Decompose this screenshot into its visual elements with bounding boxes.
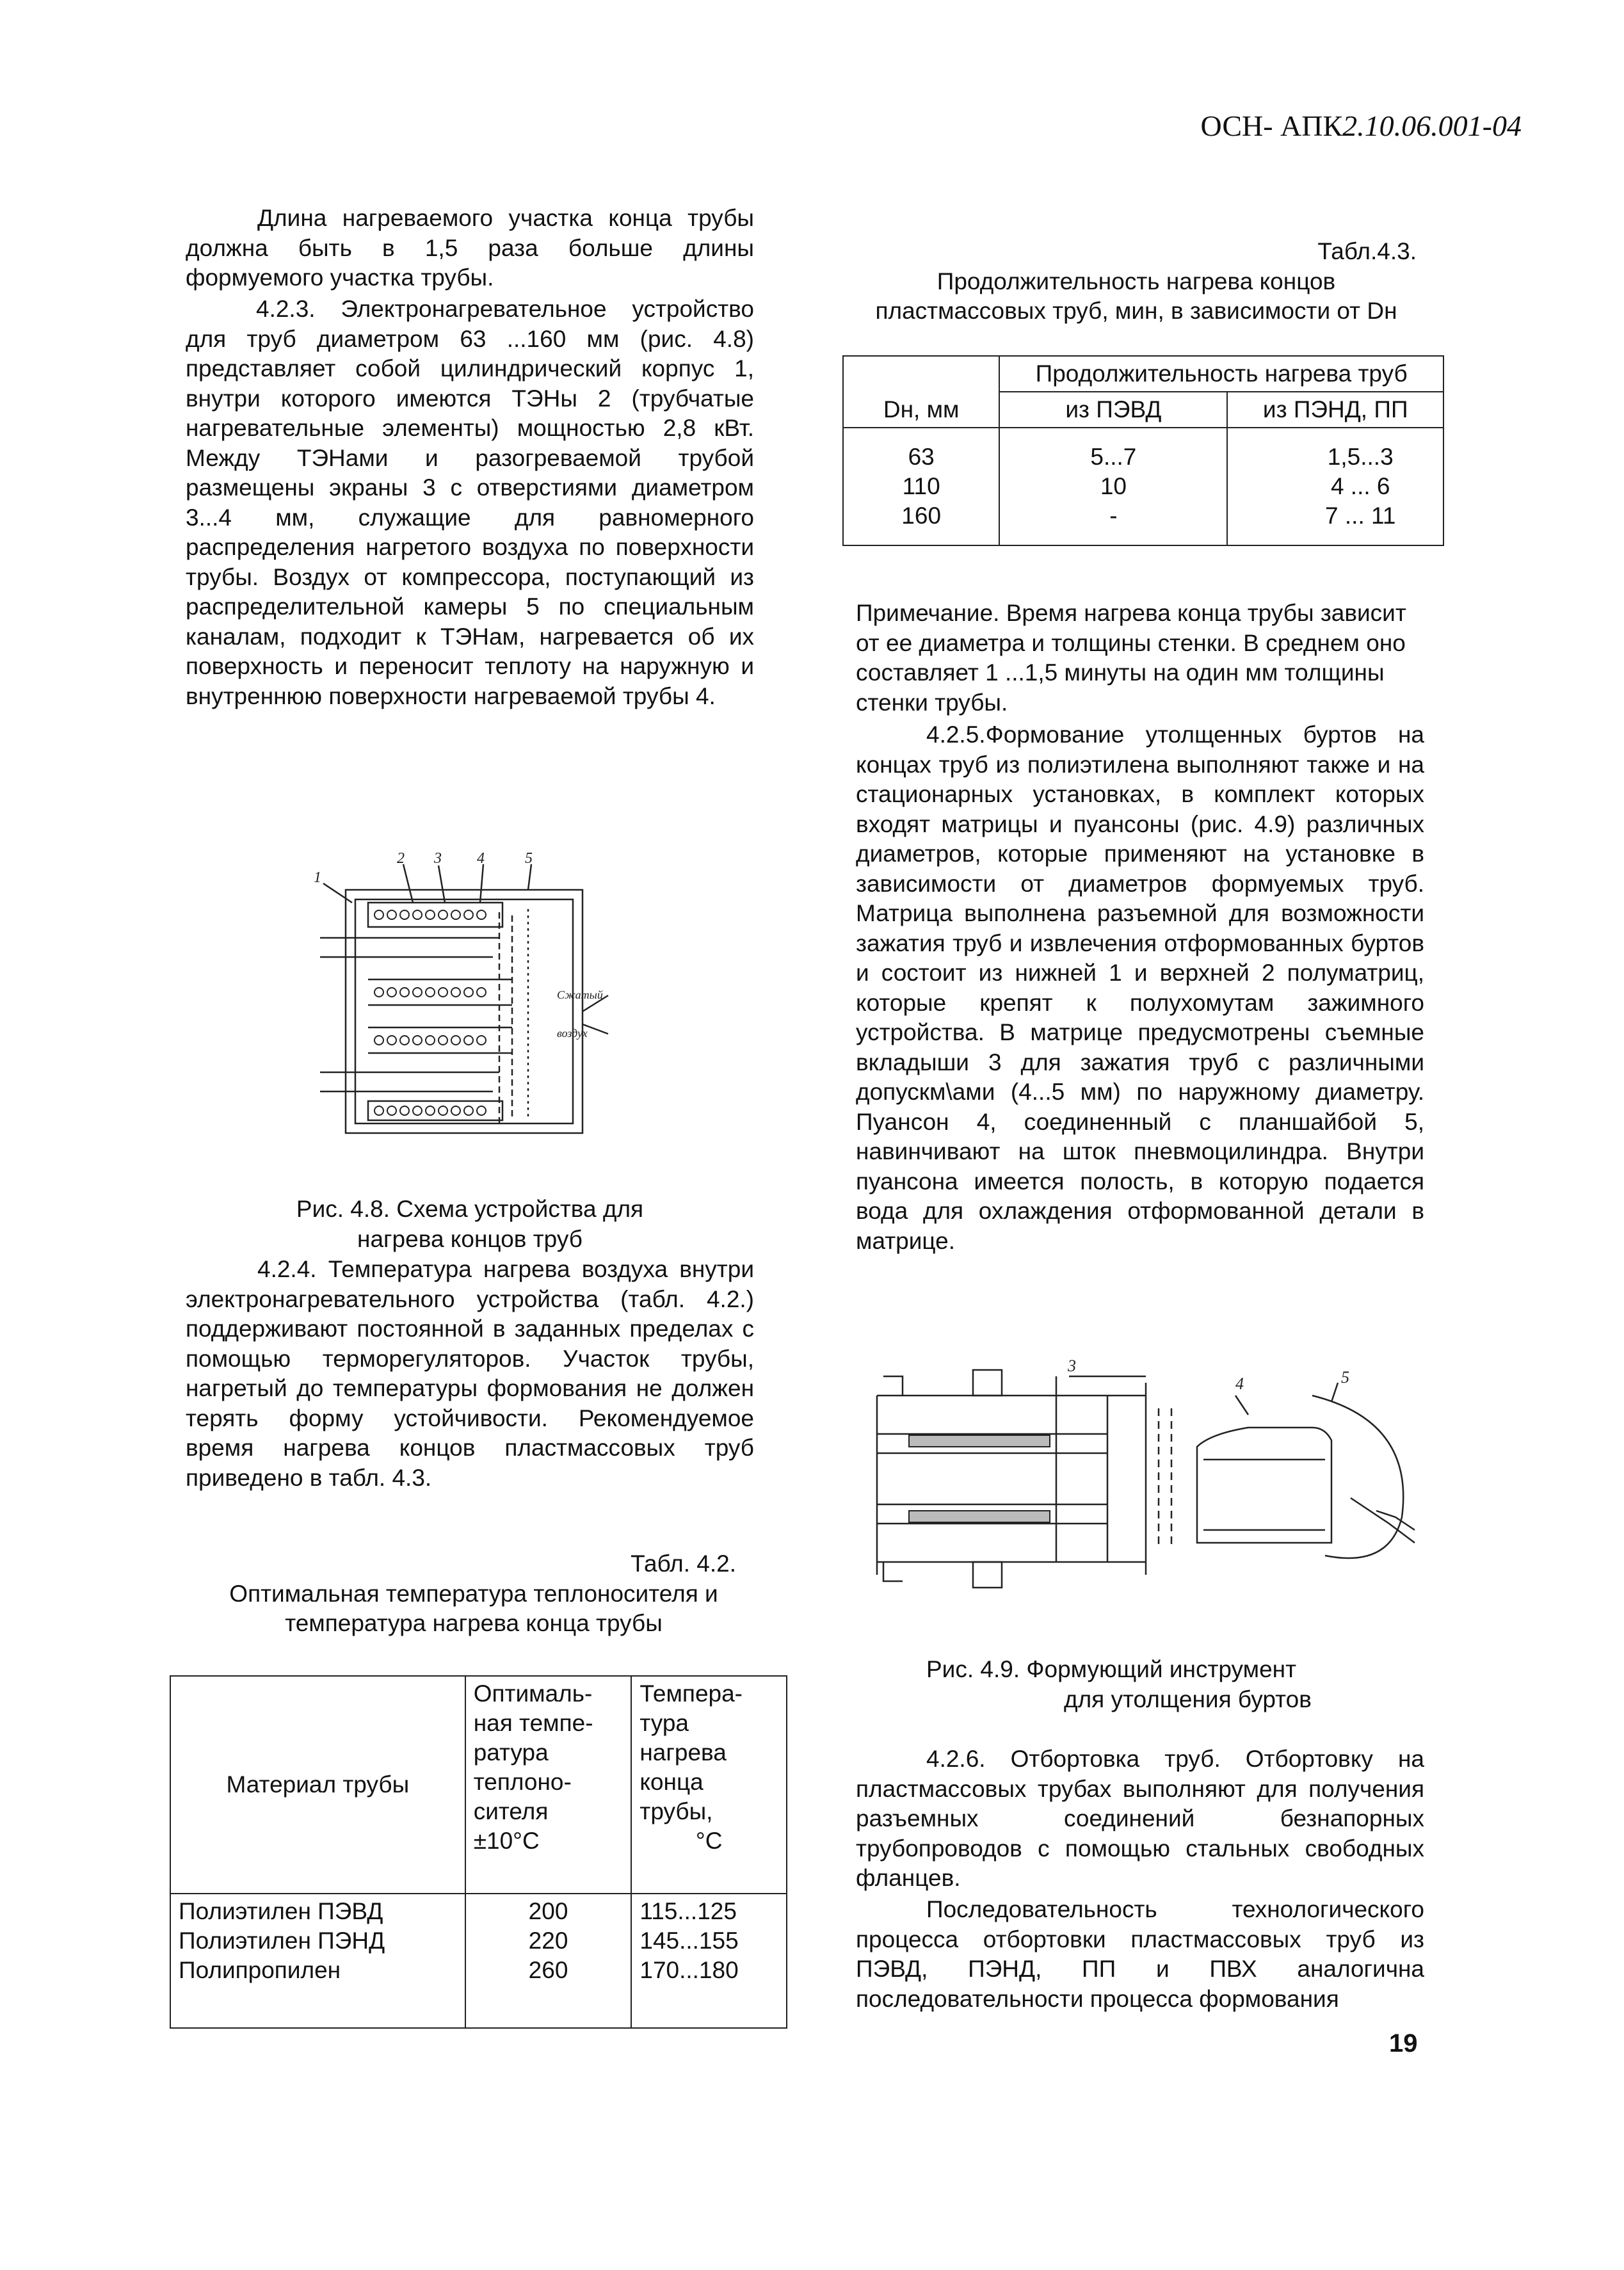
fig49-label-5: 5 <box>1341 1368 1349 1387</box>
table-4-3-header-duration: Продолжительность нагрева труб <box>999 356 1443 392</box>
table-4-2-header-optimal <box>465 1676 632 1894</box>
material-cell: Полиэтилен ПЭНД <box>179 1928 385 1954</box>
table-4-2-heating-values <box>631 1894 787 2028</box>
table-4-3 <box>842 355 1444 546</box>
heating-cell: 145...155 <box>639 1928 739 1954</box>
figure-4-9-forming-tool <box>864 1357 1440 1594</box>
optimal-cell: 260 <box>528 1957 568 1983</box>
optimal-cell: 220 <box>528 1928 568 1954</box>
header-line: ратура <box>473 1739 549 1766</box>
pend-cell: 4 ... 6 <box>1330 473 1390 499</box>
table-4-3-diameters <box>843 428 999 545</box>
fig49-label-4: 4 <box>1235 1374 1244 1393</box>
figure-4-9-caption-line-2: для утолщения буртов <box>1064 1686 1312 1712</box>
header-line: нагрева <box>639 1739 727 1766</box>
table-4-3-title-line-2: пластмассовых труб, мин, в зависимости от Dн <box>875 298 1397 324</box>
header-line: тура <box>639 1710 689 1736</box>
page-number: 19 <box>1389 2029 1418 2057</box>
optimal-cell: 200 <box>528 1898 568 1924</box>
fig48-side-label-air-1: Сжатый <box>557 988 603 1001</box>
document-code-printed: ОСН- АПК <box>1200 109 1343 142</box>
material-cell: Полипропилен <box>179 1957 341 1983</box>
paragraph-flanging-sequence: Последовательность технологического процесса отбортовки пластмассовых труб из ПЭВД, ПЭНД, ПП и ПВХ аналогична последовательности процесса формования <box>856 1896 1424 2012</box>
material-cell: Полиэтилен ПЭВД <box>179 1898 383 1924</box>
pevd-cell: 10 <box>1100 473 1127 499</box>
figure-4-9-caption-line-1: Рис. 4.9. Формующий инструмент <box>926 1656 1297 1682</box>
paragraph-4-2-6: 4.2.6. Отбортовка труб. Отбортовку на пластмассовых трубах выполняют для получения разъемных соединений безнапорных трубопроводов с помощью стальных свободных фланцев. <box>856 1746 1424 1891</box>
table-4-3-header-row-1 <box>843 356 1443 392</box>
table-4-2-title-line-1: Оптимальная температура теплоносителя и <box>229 1580 718 1607</box>
table-4-3-header-pevd: из ПЭВД <box>999 392 1227 428</box>
table-4-2-header-row <box>170 1676 787 1894</box>
header-line: ная темпе- <box>473 1710 593 1736</box>
header-line: Оптималь- <box>473 1680 593 1707</box>
fig48-label-1: 1 <box>314 869 321 886</box>
diameter-cell: 160 <box>901 503 942 529</box>
pend-cell: 7 ... 11 <box>1325 503 1396 529</box>
table-4-3-header-pend: из ПЭНД, ПП <box>1227 392 1443 428</box>
table-4-2-header-heating <box>631 1676 787 1894</box>
table-4-3-label: Табл.4.3. <box>1317 238 1417 264</box>
pevd-cell: - <box>1109 503 1118 529</box>
header-line: °С <box>695 1828 723 1854</box>
pend-cell: 1,5...3 <box>1327 444 1394 470</box>
table-4-2-heading <box>186 1549 762 1639</box>
figure-4-8-caption <box>186 1195 754 1254</box>
table-4-2 <box>170 1675 787 2029</box>
table-4-2-optimal-values <box>465 1894 632 2028</box>
table-4-2-title-line-2: температура нагрева конца трубы <box>285 1610 663 1636</box>
table-4-3-pend-values <box>1227 428 1443 545</box>
fig48-label-5: 5 <box>525 850 533 867</box>
header-line: Темпера- <box>639 1680 743 1707</box>
diameter-cell: 110 <box>902 473 940 499</box>
paragraph-4-2-3: 4.2.3. Электронагревательное устройство для труб диаметром 63 ...160 мм (рис. 4.8) представляет собой цилиндрический корпус 1, внутри которого имеются ТЭНы 2 (трубчатые нагревательные элементы) мощностью 2,8 кВт. Между ТЭНами и разогреваемой трубой размещены экраны 3 с отверстиями диаметром 3...4 мм, служащие для равномерного распределения нагретого воздуха по поверхности трубы. Воздух от компрессора, поступающий из распределительной камеры 5 по специальным каналам, подходит к ТЭНам, нагревается об их поверхность и переносит теплоту на наружную и внутреннюю поверхности нагреваемой трубы 4. <box>186 296 754 709</box>
header-line: сителя <box>473 1798 549 1824</box>
note-heating-time: Примечание. Время нагрева конца трубы зависит от ее диаметра и толщины стенки. В среднем оно составляет 1 ...1,5 минуты на один мм толщины стенки трубы. <box>856 600 1406 716</box>
table-4-2-header-material: Материал трубы <box>170 1676 465 1894</box>
heating-cell: 170...180 <box>639 1957 739 1983</box>
paragraph-4-2-4: 4.2.4. Температура нагрева воздуха внутри электронагревательного устройства (табл. 4.2.) поддерживают постоянной в заданных пределах с помощью терморегуляторов. Участок трубы, нагретый до температуры формования не должен терять форму устойчивости. Рекомендуемое время нагрева концов пластмассовых труб приведено в табл. 4.3. <box>186 1256 754 1491</box>
document-code <box>1201 109 1522 143</box>
figure-4-8-heater-diagram <box>307 851 615 1146</box>
table-4-2-body-row <box>170 1894 787 2028</box>
header-line: ±10°С <box>473 1828 540 1854</box>
document-code-handwritten: 2.10.06.001-04 <box>1342 109 1522 142</box>
table-4-2-materials <box>170 1894 465 2028</box>
figure-4-8-caption-line-1: Рис. 4.8. Схема устройства для <box>296 1196 644 1222</box>
table-4-3-title-line-1: Продолжительность нагрева концов <box>937 268 1336 294</box>
figure-4-9-caption <box>856 1655 1432 1714</box>
heating-cell: 115...125 <box>639 1898 737 1924</box>
diameter-cell: 63 <box>908 444 935 470</box>
table-4-3-header-diameter: Dн, мм <box>843 356 999 428</box>
fig48-label-3: 3 <box>434 850 442 867</box>
header-line: теплоно- <box>473 1769 572 1795</box>
table-4-3-pevd-values <box>999 428 1227 545</box>
pevd-cell: 5...7 <box>1090 444 1137 470</box>
header-line: конца <box>639 1769 703 1795</box>
paragraph-heating-length: Длина нагреваемого участка конца трубы должна быть в 1,5 раза больше длины формуемого участка трубы. <box>186 205 754 291</box>
figure-4-8-caption-line-2: нагрева концов труб <box>357 1225 583 1252</box>
header-line: трубы, <box>639 1798 713 1824</box>
fig48-side-label-air-2: воздух <box>557 1027 588 1040</box>
fig49-label-3: 3 <box>1068 1356 1076 1375</box>
paragraph-4-2-5: 4.2.5.Формование утолщенных буртов на концах труб из полиэтилена выполняют также и на стационарных установках, в комплект которых входят матрицы и пуансоны (рис. 4.9) различных диаметров, которые применяют на установке в зависимости от диаметров формуемых труб. Матрица выполнена разъемной для возможности зажатия труб и извлечения отформованных буртов и состоит из нижней 1 и верхней 2 полуматриц, которые крепят к полухомутам зажимного устройства. В матрице предусмотрены съемные вкладыши 3 для зажатия труб с различными допускм\ами (4...5 мм) по наружному диаметру. Пуансон 4, соединенный с планшайбой 5, навинчивают на шток пневмоцилиндра. Внутри пуансона имеется полость, в которую подается вода для охлаждения отформованной детали в матрице. <box>856 721 1424 1254</box>
table-4-3-heading <box>848 237 1424 326</box>
fig48-label-2: 2 <box>397 850 405 867</box>
fig48-label-4: 4 <box>477 850 485 867</box>
table-4-3-body-row <box>843 428 1443 545</box>
table-4-2-label: Табл. 4.2. <box>631 1550 736 1577</box>
